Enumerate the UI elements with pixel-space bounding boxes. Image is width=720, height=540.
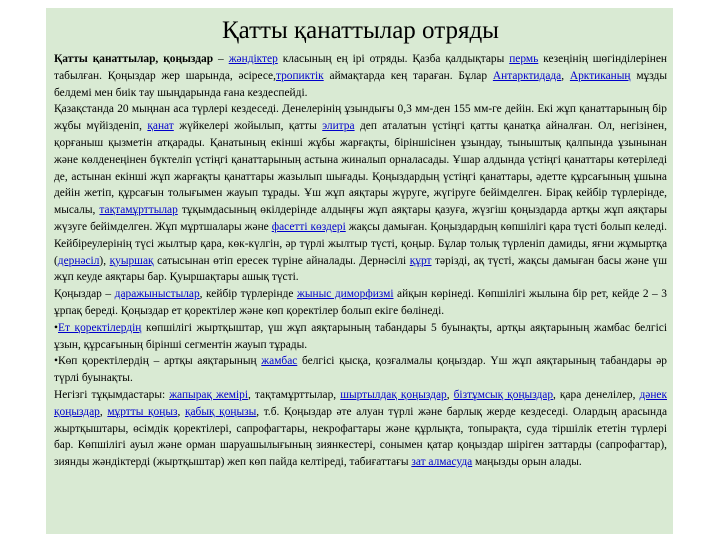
paragraph-intro <box>54 51 667 101</box>
link-pelvis[interactable]: жамбас <box>261 355 298 368</box>
text: сатысынан өтіп ересек түріне айналады. Дернәсілі <box>153 254 410 267</box>
article-body <box>54 51 667 471</box>
text: тұқымдасының өкілдерінде алдыңғы жұп аяқтары қазуға, жүзгіш қоңыздарда артқы жұп аяқтары жүзуге бейімделген. Жұп мұртшалары және <box>54 204 668 233</box>
link-arctic[interactable]: Арктиканың <box>569 69 631 82</box>
text: кезеңінің шөгінділерінен табылған. Қоңыздар жер шарында, әсіресе, <box>54 53 667 82</box>
text: , <box>177 405 185 418</box>
text: класының ең ірі отряды. Қазба қалдықтары <box>277 53 510 65</box>
link-larva[interactable]: дернәсіл <box>57 254 100 267</box>
text: , кейбір түрлерінде <box>199 288 297 301</box>
paragraph-carnivores <box>54 320 667 354</box>
link-lamellicorn[interactable]: тақтамұрттылар <box>99 204 178 217</box>
text: маңызды орын алады. <box>472 456 582 469</box>
text: Қазақстанда 20 мыңнан аса түрлері кездеседі. Денелерінің ұзындығы 0,3 мм-ден 155 мм-ге дейін. Екі жұп қанаттарының бір жұбы мүйізденіп, <box>54 103 667 133</box>
link-leaf-beetle[interactable]: жапырақ жемірі <box>169 388 249 401</box>
link-permian[interactable]: пермь <box>509 53 539 65</box>
link-grain-beetles[interactable]: дәнек қоңыздар <box>54 388 668 418</box>
text: , <box>99 405 108 418</box>
text: , <box>446 388 454 401</box>
link-dioecious[interactable]: даражыныстылар <box>114 288 200 301</box>
text: , тақтамұрттылар, <box>248 388 341 401</box>
text: көпшілігі жыртқыштар, үш жұп аяқтарының табандары 5 буынақты, артқы аяқтарының жамбас белгісі ұзын, құрсағының бірінші сегментін жауып тұрады. <box>54 321 667 351</box>
paragraph-anatomy <box>54 101 667 286</box>
link-worm[interactable]: құрт <box>409 254 432 267</box>
link-click-beetles[interactable]: шыртылдақ қоңыздар <box>340 388 447 401</box>
text: , қара денелілер, <box>553 388 640 401</box>
link-longhorn-beetle[interactable]: мұртты қоңыз <box>107 405 178 418</box>
text: Негізгі тұқымдастары: <box>54 388 170 401</box>
page-title: Қатты қанаттылар отряды <box>222 17 499 44</box>
text: мұзды белдемі мен биік тау шыңдарында ғана кездеспейді. <box>54 69 667 99</box>
text: айқын көрінеді. Көпшілігі жылына бір рет, кейде 2 – 3 ұрпақ береді. Қоңыздар ет қоректілер және көп қоректілер болып екіге бөлінеді. <box>54 288 667 317</box>
text: белгісі қысқа, қозғалмалы қоңыздар. Үш жұп аяқтарының табандары әр түрлі буынақты. <box>54 355 667 385</box>
term-bold: Қатты қанаттылар, қоңыздар <box>54 53 214 65</box>
text: тәрізді, ақ түсті, жақсы дамыған басы және үш жұп кеуде аяқтары бар. Қуыршақтары ашық түсті. <box>54 254 667 284</box>
bullet: • <box>54 321 58 334</box>
paragraph-families <box>54 387 667 471</box>
paragraph-polyphagous <box>54 353 667 387</box>
text: жүйкелері жойылып, қатты <box>173 120 323 133</box>
text: деп аталатын үстіңгі қатты қанатқа айналған. Ол, негізінен, қорғаныш қызметін атқарады. Қанатының екінші жұбы жарғақты, біріншісінен ұзындау, тыныштық қалпында ұзынынан және көлденеңінен бүктеліп үстіңгі қанаттарының астына жиналып орналасады. Ұшар алдында үстіңгі қанаттары көтеріледі де, астынан екінші жұп жарғақты қанаттары жазылып шығады. Қоңыздардың үстіңгі қанаттары, әдетте құрсағының ұшына дейін жетіп, құрсағын толығымен жауып тұрады. Ұш жұп аяқтары жүруге, жүгіруге бейімделген. Бірақ кейбір түрлерінде, мысалы, <box>54 120 667 217</box>
link-tropical[interactable]: тропиктік <box>275 69 324 82</box>
link-elytra[interactable]: элитра <box>322 120 355 133</box>
text: , <box>561 69 570 82</box>
slide <box>46 8 673 534</box>
paragraph-reproduction <box>54 286 667 320</box>
link-sexual-dimorphism[interactable]: жыныс диморфизмі <box>296 288 394 301</box>
link-antarctica[interactable]: Антарктидада <box>492 69 562 82</box>
text: аймақтарда кең тараған. Бұлар <box>323 69 493 82</box>
text: ), <box>99 254 110 267</box>
link-compound-eyes[interactable]: фасетті көздері <box>271 220 346 233</box>
link-carnivores[interactable]: Ет қоректілердің <box>58 321 142 334</box>
link-pupa[interactable]: қуыршақ <box>109 254 154 267</box>
link-wing[interactable]: қанат <box>147 120 174 133</box>
link-insects[interactable]: жәндіктер <box>228 53 278 65</box>
text: •Көп қоректілердің – артқы аяқтарының <box>54 355 262 368</box>
link-bark-beetle[interactable]: қабық қоңызы <box>184 405 257 418</box>
link-metabolism[interactable]: зат алмасуда <box>411 456 473 469</box>
link-weevils[interactable]: бізтұмсық қоңыздар <box>453 388 554 401</box>
text: Қоңыздар – <box>54 288 115 301</box>
text: , т.б. Қоңыздар әте алуан түрлі және барлық жерде кездеседі. Олардың арасында жыртқыштары, өсімдік қоректілері, сапрофагтары, некрофагтары және құрлықта, топырақта, суда тіршілік ететін түрлері бар. Көпшілігі ауыл және орман шаруашылығының зиянкестері, сонымен қатар қоңыздар шіріген заттарды (сапрофагтар), зиянды жәндіктерді (жыртқыштар) жеп көп пайда келтіреді, табиғаттағы <box>54 405 667 469</box>
text: жақсы дамыған. Қоңыздардың көпшілігі қара түсті болып келеді. Кейбіреулерінің түсі жылтыр қара, көк-күлгін, әр түрлі жылтыр түсті, қоңыр. Бұлар толық түрленіп дамиды, яғни жұмыртқа ( <box>54 220 668 267</box>
text: – <box>213 53 229 65</box>
